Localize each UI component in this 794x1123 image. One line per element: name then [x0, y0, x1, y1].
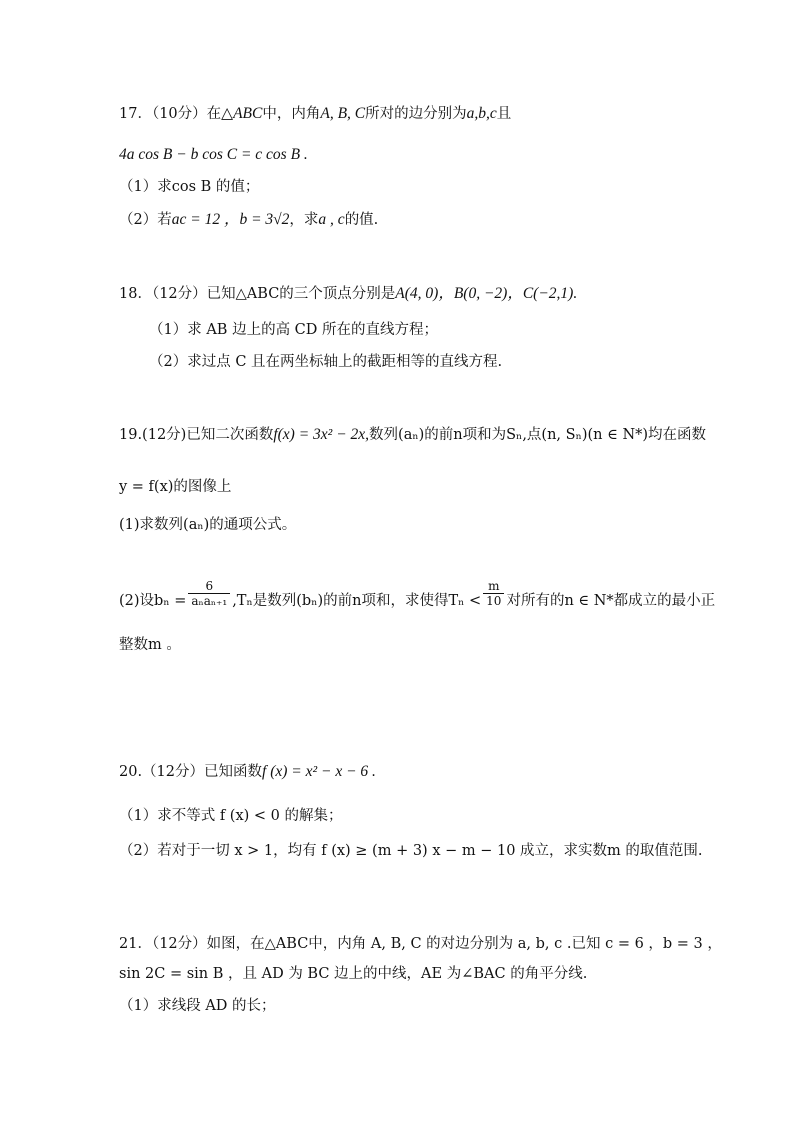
sides-abc: a,b,c: [466, 105, 497, 122]
problem-18-header: [119, 284, 577, 304]
problem-17-header: [119, 104, 511, 124]
problem-17-text: 中，内角: [262, 106, 321, 122]
problem-20-question-2: （2）若对于一切 x > 1，均有 f (x) ≥ (m + 3) x − m − 10 成立，求实数m 的取值范围.: [119, 843, 703, 859]
fraction-numerator: m: [488, 579, 500, 593]
problem-19-line-2: y = f(x)的图像上: [119, 479, 232, 495]
q2-end: 的值.: [344, 212, 379, 228]
problem-19-line-last: 整数m 。: [119, 637, 181, 653]
angles-abc: A, B, C: [320, 105, 366, 122]
quadratic-function: f(x) = 3x² − 2x,: [273, 426, 370, 443]
problem-17-equation: 4a cos B − b cos C = c cos B .: [119, 146, 308, 163]
triangle-vertices: A(4, 0)，B(0, −2)，C(−2,1).: [395, 285, 578, 302]
problem-19-text: 19.(12分)已知二次函数: [119, 427, 274, 443]
problem-19-question-1: (1)求数列(aₙ)的通项公式。: [119, 517, 297, 533]
q2-prefix: （2）若: [119, 212, 172, 228]
problem-17-text-2: 所对的边分别为: [365, 106, 467, 122]
fraction-denominator: aₙaₙ₊₁: [188, 593, 230, 608]
problem-18-text: 18．（12分）已知△ABC的三个顶点分别是: [119, 286, 396, 302]
problem-17-number: 17．（10分）在: [119, 106, 222, 122]
problem-21-line-2: sin 2C = sin B ，且 AD 为 BC 边上的中线，AE 为∠BAC 的角平分线.: [119, 966, 588, 982]
problem-20-question-1: （1）求不等式 f (x) < 0 的解集；: [119, 808, 343, 824]
fraction-denominator: 10: [483, 593, 504, 608]
problem-18-question-2: （2）求过点 C 且在两坐标轴上的截距相等的直线方程.: [149, 354, 503, 370]
fraction-m-over-10: [483, 580, 504, 608]
problem-17-text-3: 且: [496, 106, 512, 122]
function-f: f (x) = x² − x − 6 .: [262, 763, 376, 780]
problem-19-text-2: 数列(aₙ)的前n项和为Sₙ,点(n, Sₙ)(n ∈ N*)均在函数: [369, 427, 707, 443]
triangle-abc: △ABC: [221, 105, 263, 122]
problem-17-question-1: （1）求cos B 的值；: [119, 179, 260, 195]
problem-18-question-1: （1）求 AB 边上的高 CD 所在的直线方程；: [149, 322, 439, 338]
problem-19-question-2: [119, 580, 715, 611]
problem-20-text: 20.（12分）已知函数: [119, 764, 263, 780]
problem-20-header: [119, 762, 376, 782]
problem-17-question-2: [119, 210, 378, 230]
problem-21-question-1: （1）求线段 AD 的长；: [119, 998, 276, 1014]
problem-19-header: [119, 425, 706, 445]
q2-mid: ，求: [289, 212, 319, 228]
fraction-numerator: 6: [205, 579, 214, 593]
q2-define-b: (2)设bₙ =: [119, 593, 187, 609]
q2-mid: ,Tₙ是数列(bₙ)的前n项和，求使得Tₙ <: [232, 593, 482, 609]
fraction-6-over-aa: [188, 580, 230, 608]
q2-vars: a , c: [318, 211, 345, 228]
q2-end: 对所有的n ∈ N*都成立的最小正: [506, 593, 716, 609]
problem-21-header: 21．（12分）如图，在△ABC中，内角 A, B, C 的对边分别为 a, b, c .已知 c = 6 ，b = 3 ，: [119, 936, 722, 952]
q2-condition: ac = 12 ，b = 3√2: [171, 211, 290, 228]
